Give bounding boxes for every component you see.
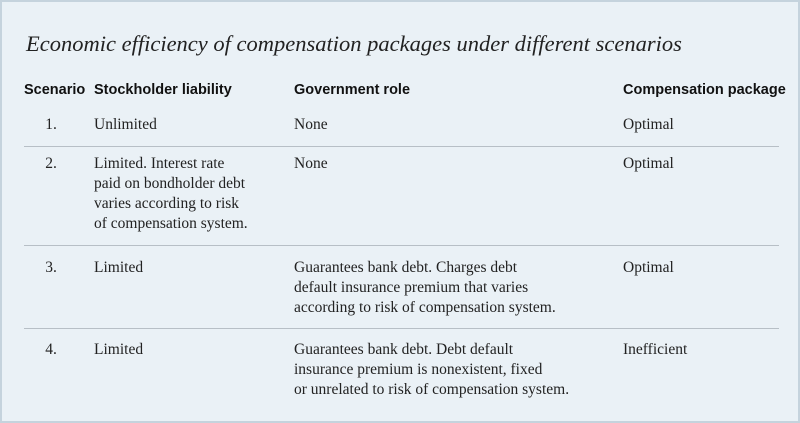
row-2-compensation-package: Optimal <box>623 155 674 172</box>
row-1-stockholder-liability: Unlimited <box>94 116 157 133</box>
row-2-scenario: 2. <box>45 155 57 172</box>
row-2-government-role: None <box>294 155 328 172</box>
row-1-government-role: None <box>294 116 328 133</box>
row-1-compensation-package: Optimal <box>623 116 674 133</box>
row-divider <box>24 146 779 147</box>
row-4-stockholder-liability: Limited <box>94 341 144 358</box>
header-compensation-package: Compensation package <box>623 82 786 98</box>
row-2-stockholder-liability: Limited. Interest rate paid on bondholder debt varies according to risk of compensation system. <box>94 155 248 232</box>
row-4-compensation-package: Inefficient <box>623 341 688 358</box>
header-stockholder-liability: Stockholder liability <box>94 82 232 98</box>
row-3-compensation-package: Optimal <box>623 259 674 276</box>
row-3-stockholder-liability: Limited <box>94 259 144 276</box>
header-government-role: Government role <box>294 82 411 98</box>
row-3-government-role: Guarantees bank debt. Charges debt default insurance premium that varies according to risk of compensation system. <box>294 259 556 316</box>
table-title: Economic efficiency of compensation packages under different scenarios <box>26 31 682 56</box>
row-divider <box>24 328 779 329</box>
row-4-government-role: Guarantees bank debt. Debt default insurance premium is nonexistent, fixed or unrelated to risk of compensation system. <box>294 341 570 398</box>
row-4-scenario: 4. <box>45 341 57 358</box>
row-divider <box>24 245 779 246</box>
row-1-scenario: 1. <box>45 116 57 133</box>
header-scenario: Scenario <box>24 82 86 98</box>
row-3-scenario: 3. <box>45 259 57 276</box>
